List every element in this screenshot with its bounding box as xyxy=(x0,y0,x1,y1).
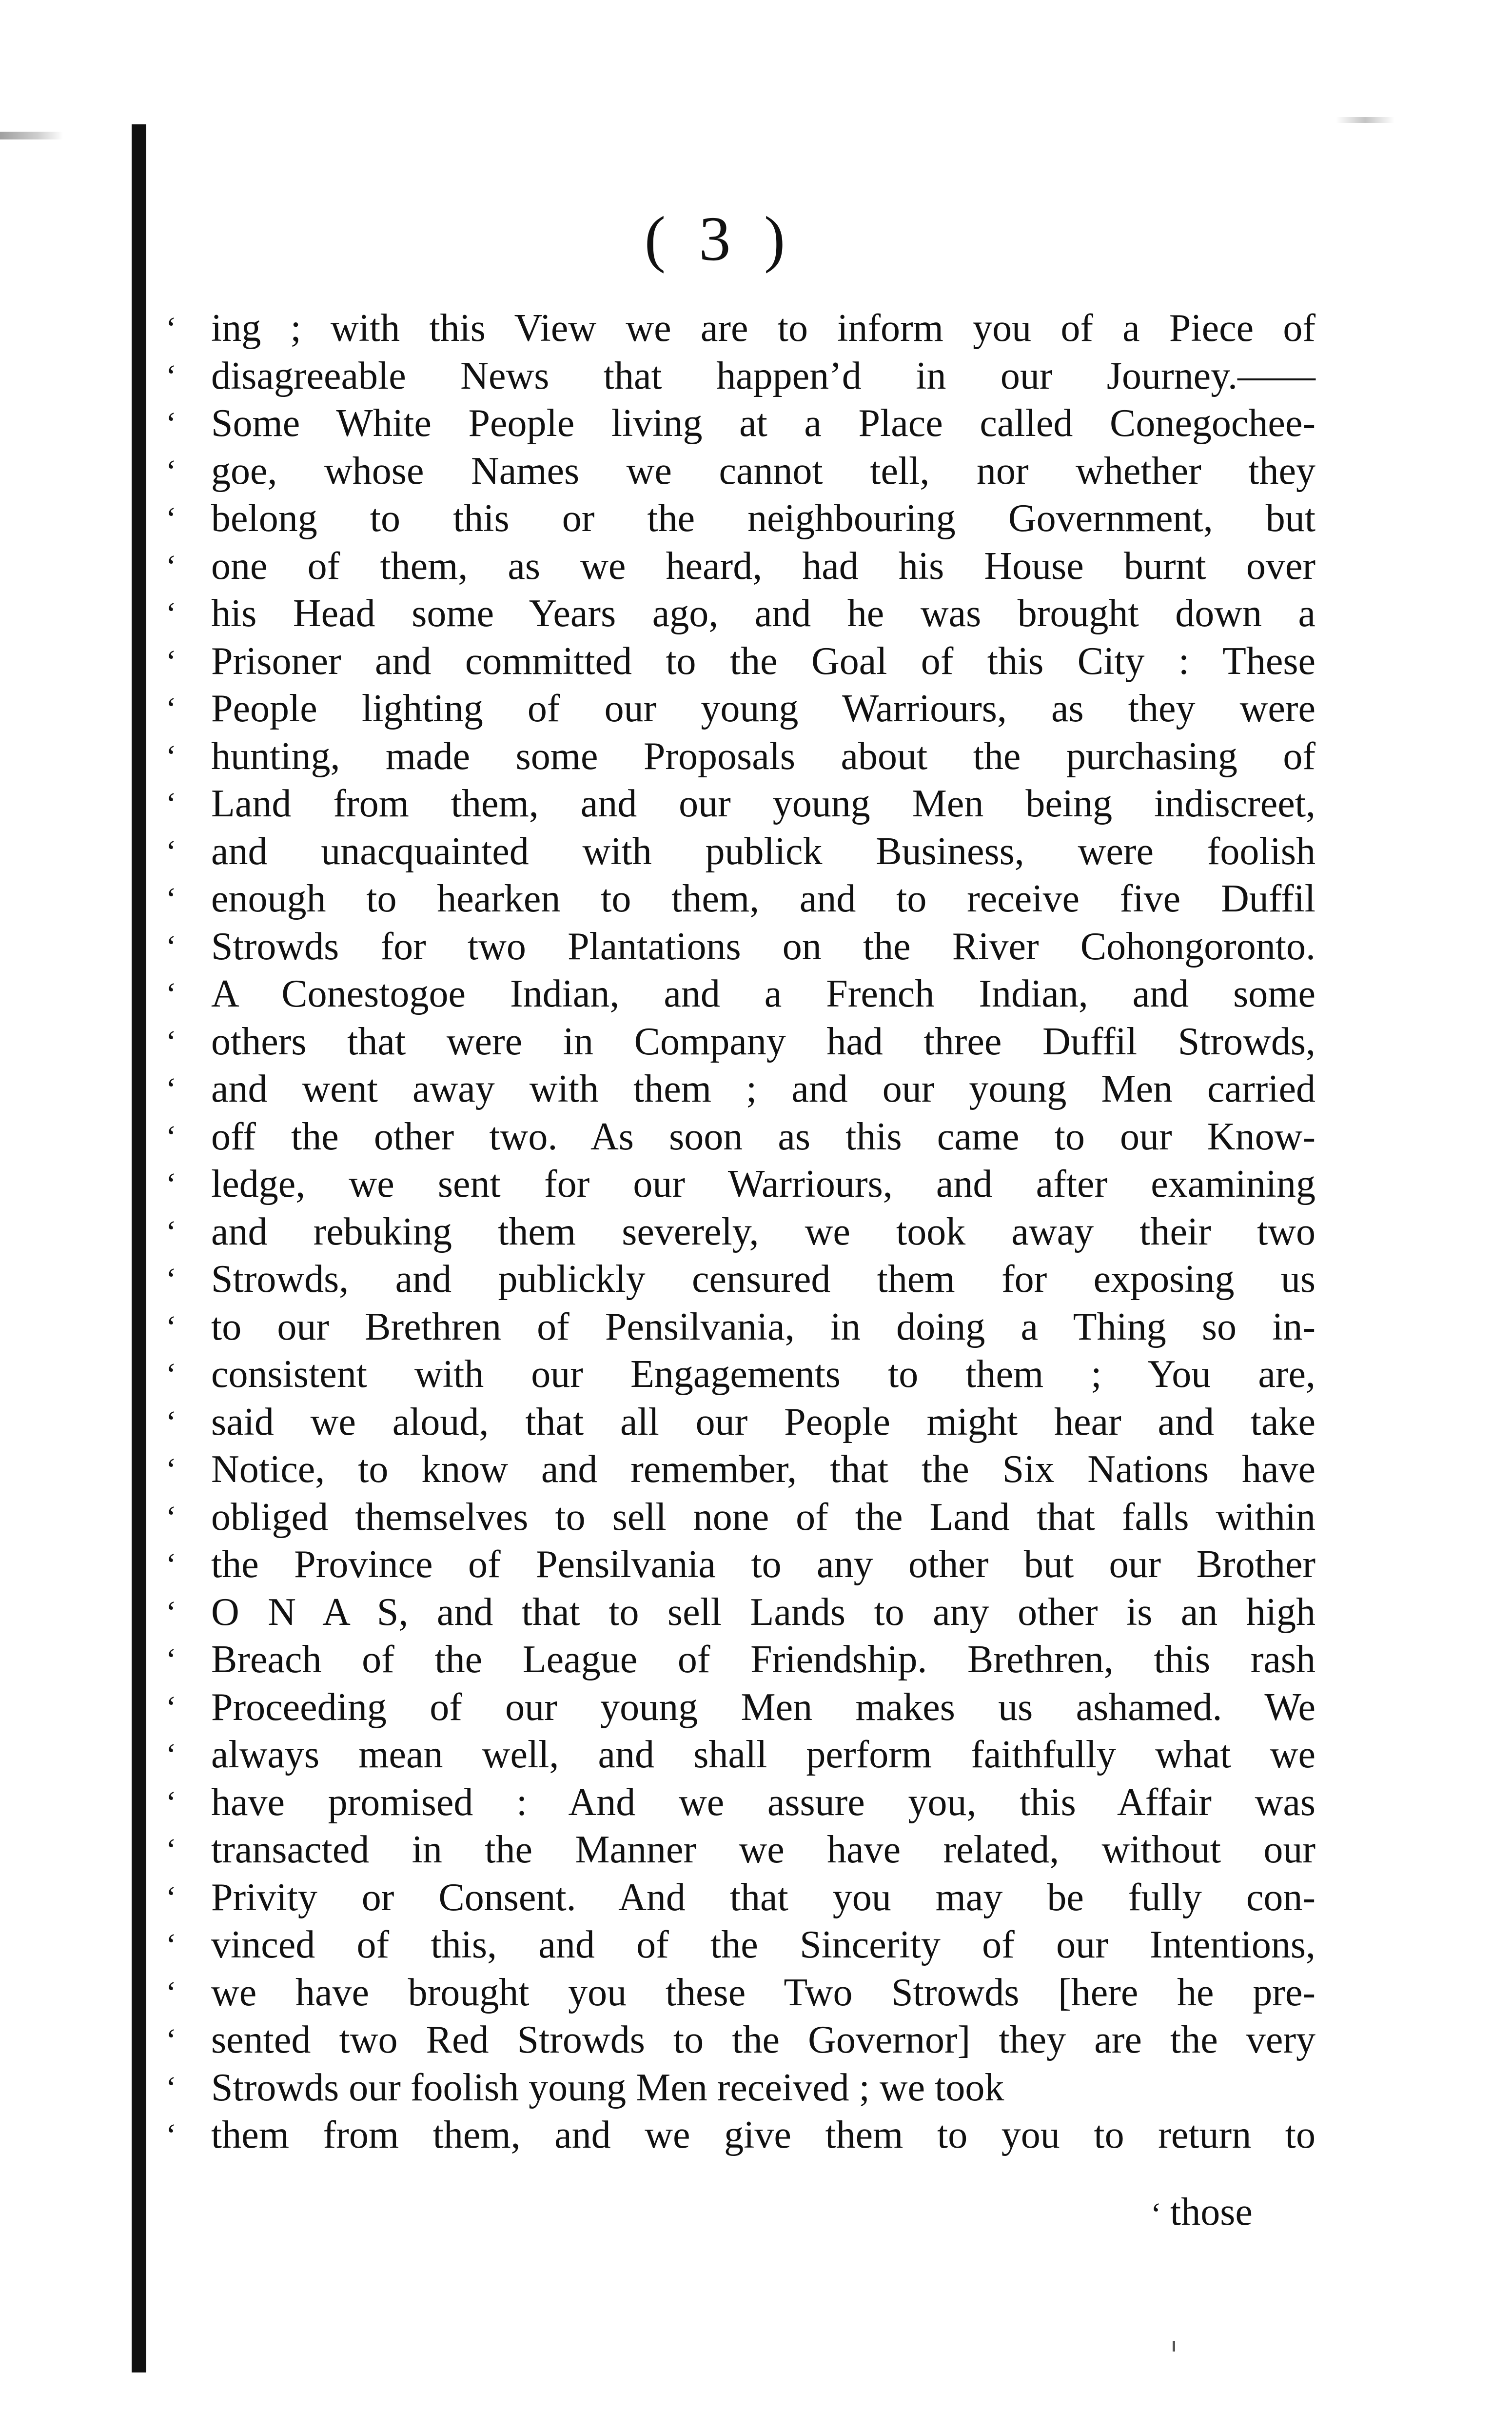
text-line xyxy=(166,828,1316,876)
text-line xyxy=(166,1399,1316,1446)
text-line xyxy=(166,1541,1316,1589)
line-text: have promised : And we assure you, this Affair was xyxy=(211,1780,1316,1824)
text-line xyxy=(166,875,1316,923)
quote-mark: ‘ xyxy=(166,596,177,632)
text-line xyxy=(166,638,1316,686)
quote-mark: ‘ xyxy=(166,453,177,489)
text-line xyxy=(166,1208,1316,1256)
text-line xyxy=(166,2112,1316,2159)
text-line xyxy=(166,2064,1316,2112)
line-text: Land from them, and our young Men being indiscreet, xyxy=(211,782,1316,825)
text-line xyxy=(166,1113,1316,1161)
quote-mark: ‘ xyxy=(166,1309,177,1345)
text-line xyxy=(166,1636,1316,1684)
quote-mark: ‘ xyxy=(166,1357,177,1392)
quote-mark: ‘ xyxy=(166,1404,177,1440)
line-text: to our Brethren of Pensilvania, in doing a Thing so in- xyxy=(211,1305,1316,1348)
text-line xyxy=(166,1351,1316,1399)
binding-edge-rule xyxy=(132,124,146,2372)
text-line xyxy=(166,1304,1316,1351)
quote-mark: ‘ xyxy=(166,2070,177,2106)
scan-speck xyxy=(1173,2341,1175,2352)
text-line xyxy=(166,543,1316,591)
quote-mark: ‘ xyxy=(166,1642,177,1678)
line-text: ing ; with this View we are to inform you of a Piece of xyxy=(211,307,1316,350)
text-line xyxy=(166,780,1316,828)
quote-mark: ‘ xyxy=(166,548,177,584)
quote-mark: ‘ xyxy=(166,1214,177,1250)
text-line xyxy=(166,1494,1316,1542)
text-line xyxy=(166,1684,1316,1732)
text-line xyxy=(166,685,1316,733)
catchword xyxy=(1151,2189,1253,2238)
quote-mark: ‘ xyxy=(166,2022,177,2058)
text-line xyxy=(166,1779,1316,1827)
line-text: and rebuking them severely, we took away their two xyxy=(211,1210,1316,1253)
line-text: A Conestogoe Indian, and a French Indian, and some xyxy=(211,972,1316,1015)
quote-mark: ‘ xyxy=(166,786,177,822)
quote-mark: ‘ xyxy=(166,501,177,536)
quote-mark: ‘ xyxy=(166,1499,177,1535)
text-line xyxy=(166,1731,1316,1779)
line-text: sented two Red Strowds to the Governor] they are the very xyxy=(211,2018,1316,2061)
quote-mark: ‘ xyxy=(166,2117,177,2153)
line-text: goe, whose Names we cannot tell, nor whether they xyxy=(211,449,1316,493)
line-text: always mean well, and shall perform faithfully what we xyxy=(211,1733,1316,1776)
line-text: obliged themselves to sell none of the Land that falls within xyxy=(211,1495,1316,1539)
quote-mark: ‘ xyxy=(166,1927,177,1963)
line-text: Some White People living at a Place called Conegochee- xyxy=(211,402,1316,445)
quote-mark: ‘ xyxy=(1151,2196,1161,2232)
line-text: and went away with them ; and our young Men carried xyxy=(211,1067,1316,1110)
text-line xyxy=(166,1826,1316,1874)
scan-edge-mark-right xyxy=(1336,117,1394,123)
quote-mark: ‘ xyxy=(166,1975,177,2011)
line-text: enough to hearken to them, and to receive five Duffil xyxy=(211,877,1316,920)
body-text xyxy=(166,305,1316,2159)
text-line xyxy=(166,590,1316,638)
text-line xyxy=(166,733,1316,781)
quote-mark: ‘ xyxy=(166,1594,177,1630)
line-text: them from them, and we give them to you to return to xyxy=(211,2114,1316,2156)
line-text: the Province of Pensilvania to any other but our Brother xyxy=(211,1543,1316,1586)
text-line xyxy=(166,1066,1316,1113)
text-line xyxy=(166,1874,1316,1922)
text-line xyxy=(166,1161,1316,1208)
quote-mark: ‘ xyxy=(166,929,177,965)
quote-mark: ‘ xyxy=(166,1024,177,1060)
quote-mark: ‘ xyxy=(166,358,177,394)
line-text: Strowds our foolish young Men received ; we took xyxy=(211,2066,1004,2109)
quote-mark: ‘ xyxy=(166,1689,177,1725)
line-text: Strowds, and publickly censured them for exposing us xyxy=(211,1258,1316,1301)
quote-mark: ‘ xyxy=(166,833,177,870)
line-text: People lighting of our young Warriours, as they were xyxy=(211,687,1316,730)
quote-mark: ‘ xyxy=(166,406,177,441)
line-text: transacted in the Manner we have related, without our xyxy=(211,1828,1316,1871)
quote-mark: ‘ xyxy=(166,1262,177,1297)
line-text: vinced of this, and of the Sincerity of our Intentions, xyxy=(211,1923,1316,1966)
quote-mark: ‘ xyxy=(166,1119,177,1155)
line-text: his Head some Years ago, and he was brought down a xyxy=(211,592,1316,635)
page-number: ( 3 ) xyxy=(644,204,794,274)
text-line xyxy=(166,970,1316,1018)
line-text: one of them, as we heard, had his House burnt over xyxy=(211,544,1316,588)
text-line xyxy=(166,448,1316,495)
quote-mark: ‘ xyxy=(166,1071,177,1107)
line-text: off the other two. As soon as this came to our Know- xyxy=(211,1115,1316,1158)
scan-edge-mark-left xyxy=(0,132,63,139)
quote-mark: ‘ xyxy=(166,1737,177,1773)
quote-mark: ‘ xyxy=(166,691,177,727)
quote-mark: ‘ xyxy=(166,643,177,679)
line-text: said we aloud, that all our People might hear and take xyxy=(211,1400,1316,1443)
line-text: disagreeable News that happen’d in our Journey.—— xyxy=(211,354,1316,397)
line-text: we have brought you these Two Strowds [here he pre- xyxy=(211,1971,1316,2014)
line-text: Notice, to know and remember, that the Six Nations have xyxy=(211,1448,1316,1491)
text-line xyxy=(166,1921,1316,1969)
text-line xyxy=(166,400,1316,448)
quote-mark: ‘ xyxy=(166,1452,177,1487)
quote-mark: ‘ xyxy=(166,738,177,774)
catchword-text: those xyxy=(1170,2191,1253,2233)
text-line xyxy=(166,305,1316,353)
line-text: others that were in Company had three Duffil Strowds, xyxy=(211,1020,1316,1063)
text-line xyxy=(166,1018,1316,1066)
line-text: Proceeding of our young Men makes us ashamed. We xyxy=(211,1685,1316,1729)
text-line xyxy=(166,1446,1316,1494)
quote-mark: ‘ xyxy=(166,1166,177,1202)
quote-mark: ‘ xyxy=(166,311,177,346)
line-text: Privity or Consent. And that you may be fully con- xyxy=(211,1876,1316,1919)
line-text: Prisoner and committed to the Goal of this City : These xyxy=(211,639,1316,683)
text-line xyxy=(166,1589,1316,1637)
text-line xyxy=(166,1256,1316,1304)
text-line xyxy=(166,923,1316,971)
line-text: O N A S, and that to sell Lands to any other is an high xyxy=(211,1590,1316,1634)
line-text: and unacquainted with publick Business, were foolish xyxy=(211,830,1316,873)
quote-mark: ‘ xyxy=(166,1784,177,1820)
text-line xyxy=(166,495,1316,543)
quote-mark: ‘ xyxy=(166,976,177,1012)
text-line xyxy=(166,353,1316,400)
line-text: Breach of the League of Friendship. Brethren, this rash xyxy=(211,1638,1316,1681)
quote-mark: ‘ xyxy=(166,881,177,917)
text-line xyxy=(166,1969,1316,2017)
line-text: consistent with our Engagements to them ; You are, xyxy=(211,1353,1316,1396)
quote-mark: ‘ xyxy=(166,1832,177,1868)
line-text: belong to this or the neighbouring Government, but xyxy=(211,497,1316,540)
text-line xyxy=(166,2016,1316,2064)
quote-mark: ‘ xyxy=(166,1879,177,1916)
quote-mark: ‘ xyxy=(166,1547,177,1582)
line-text: hunting, made some Proposals about the purchasing of xyxy=(211,734,1316,778)
line-text: Strowds for two Plantations on the River Cohongoronto. xyxy=(211,925,1316,968)
line-text: ledge, we sent for our Warriours, and after examining xyxy=(211,1163,1316,1206)
